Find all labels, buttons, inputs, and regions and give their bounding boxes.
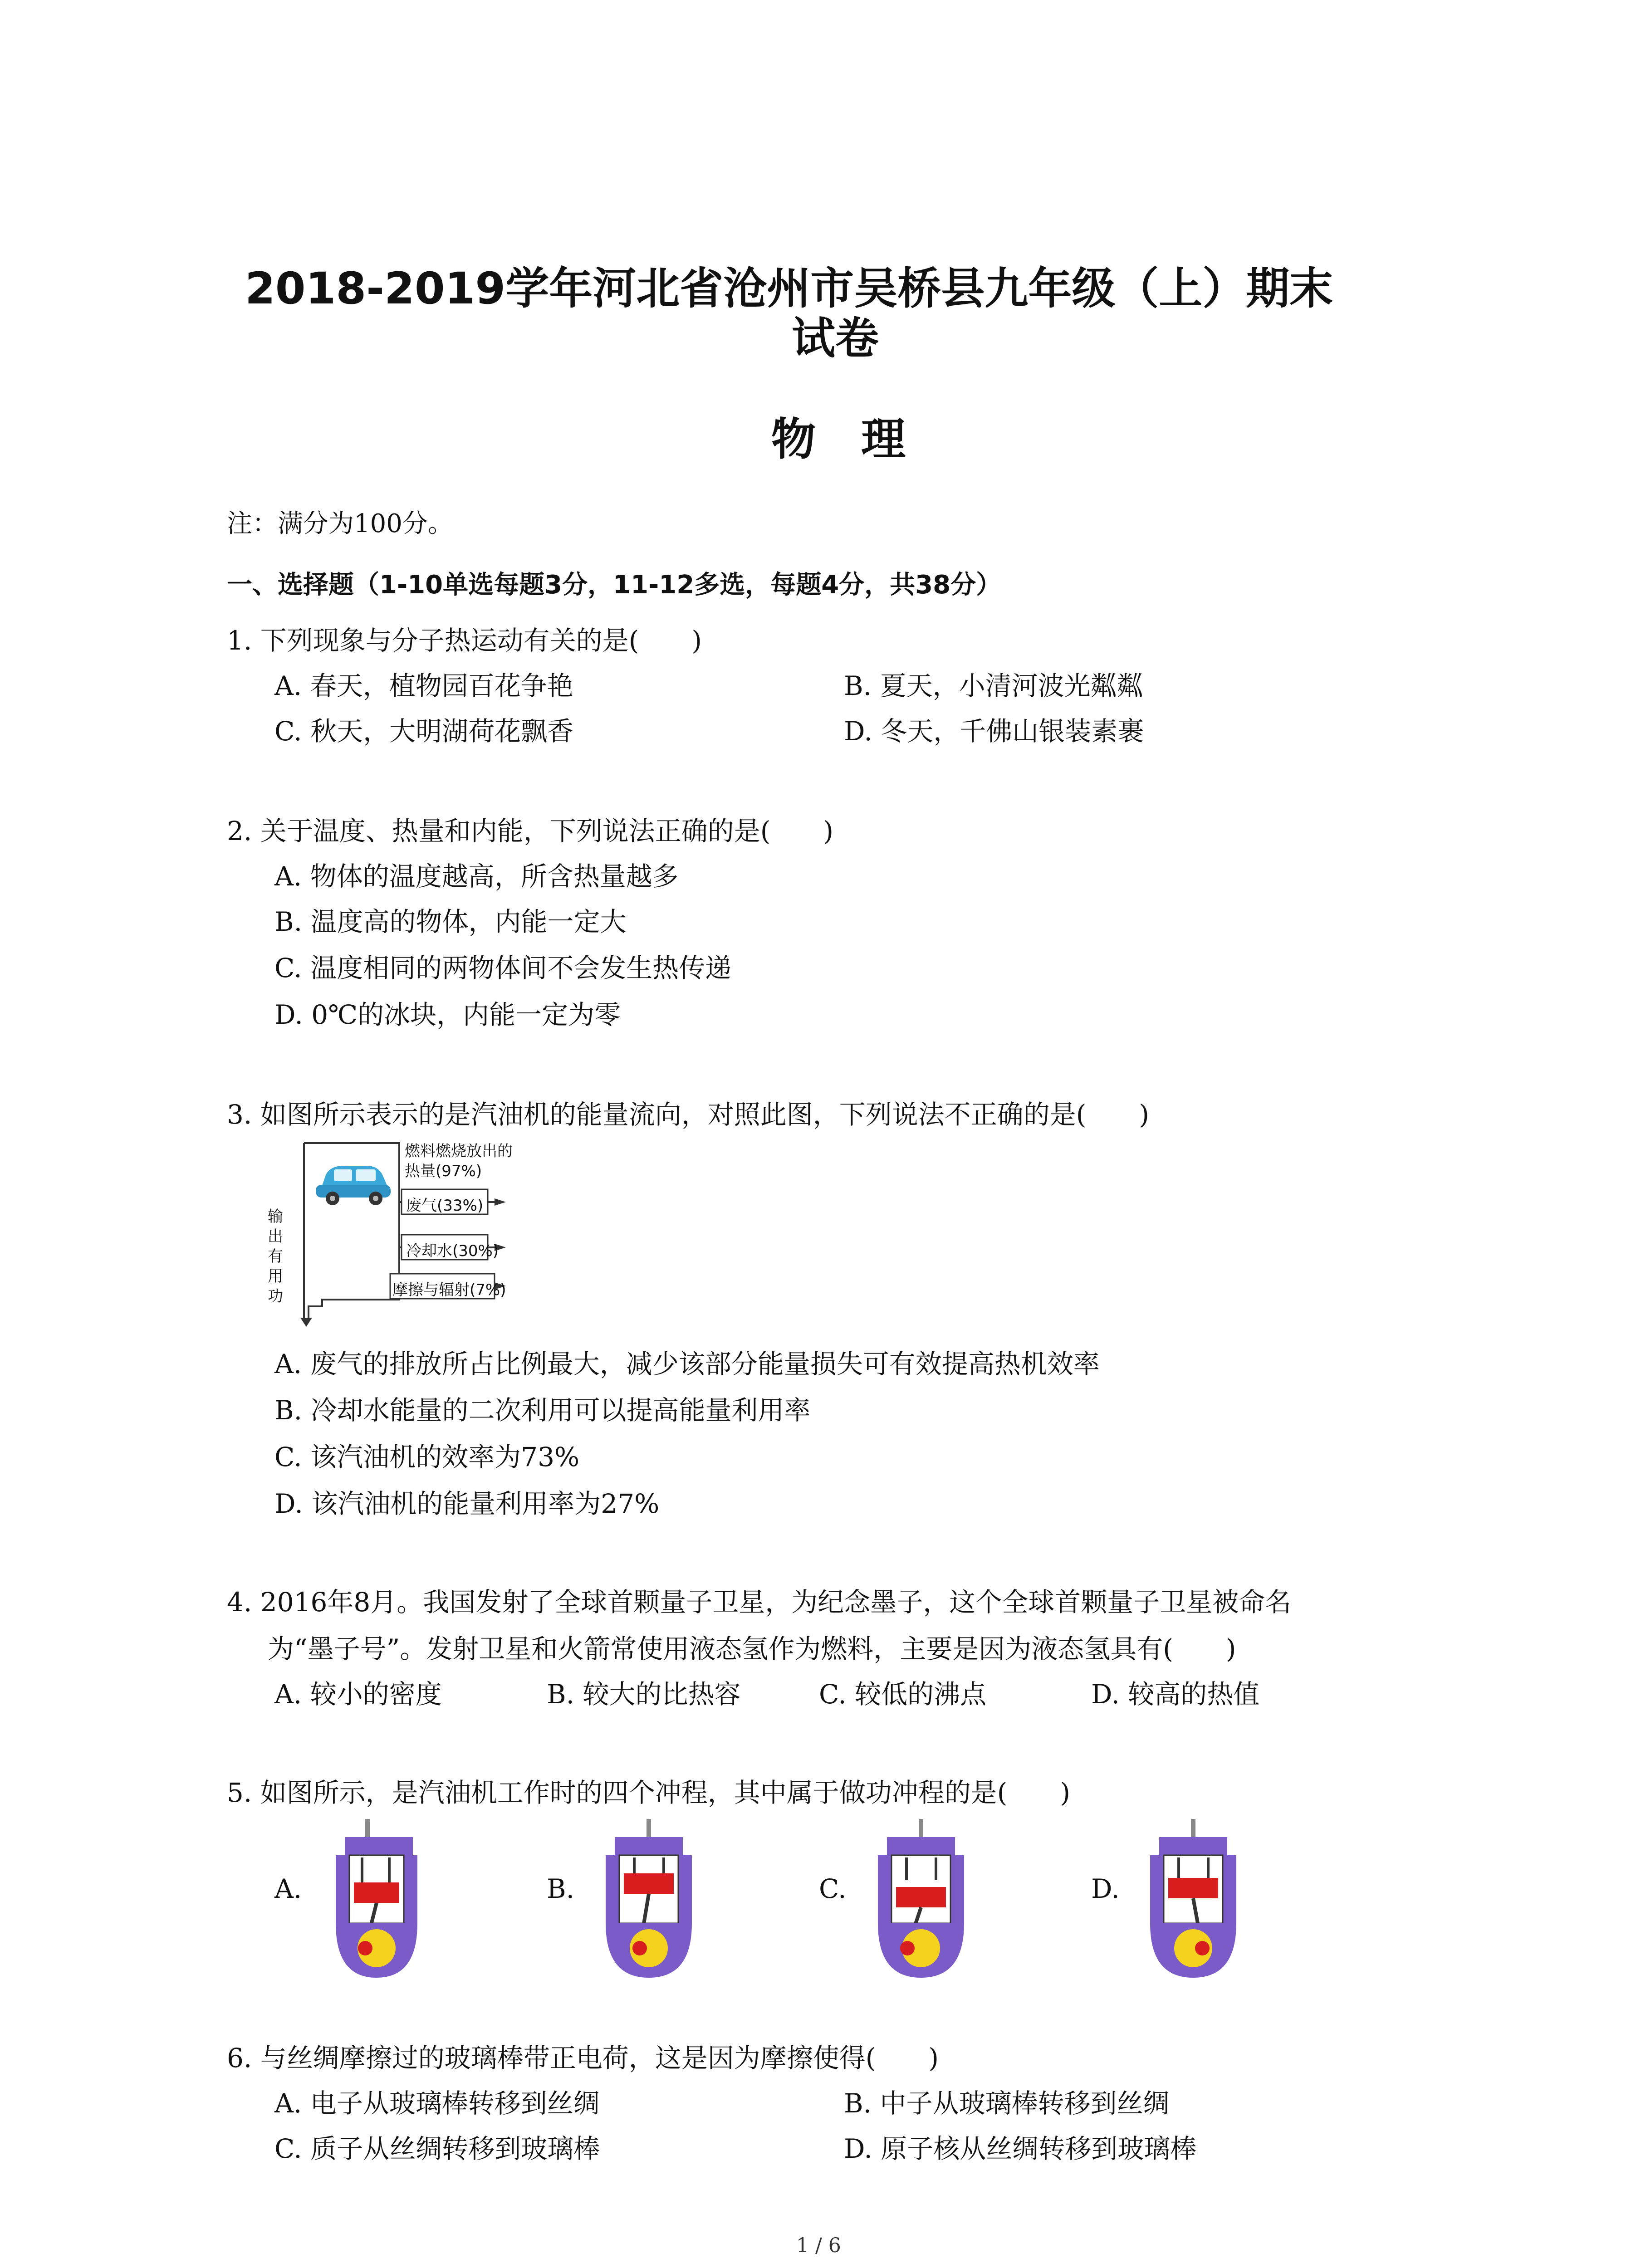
output-char: 有	[268, 1247, 283, 1266]
option-a: A. 物体的温度越高，所含热量越多	[274, 861, 679, 892]
option-b: B.	[547, 1873, 575, 1904]
option-b: B. 冷却水能量的二次利用可以提高能量利用率	[274, 1395, 811, 1426]
question-stem: 5. 如图所示，是汽油机工作时的四个冲程，其中属于做功冲程的是( )	[227, 1777, 1071, 1808]
friction-radiation-label: 摩擦与辐射(7%)	[392, 1281, 506, 1299]
output-work-label	[268, 1207, 286, 1306]
option-c: C. 温度相同的两物体间不会发生热传递	[274, 953, 732, 983]
page-title-line1: 2018-2019学年河北省沧州市吴桥县九年级（上）期末	[245, 263, 1333, 314]
option-a: A. 电子从玻璃棒转移到丝绸	[274, 2088, 600, 2119]
option-b: B. 较大的比热容	[547, 1679, 741, 1710]
option-a: A. 春天，植物园百花争艳	[274, 670, 573, 701]
section-heading: 一、选择题（1-10单选每题3分，11-12多选，每题4分，共38分）	[227, 570, 1002, 600]
option-a: A. 较小的密度	[274, 1679, 442, 1710]
engine-cylinder-icon	[1134, 1819, 1252, 1982]
option-c: C. 质子从丝绸转移到玻璃棒	[274, 2133, 600, 2164]
page-number: 1 / 6	[796, 2234, 841, 2257]
output-char: 输	[268, 1207, 283, 1226]
output-char: 功	[268, 1287, 283, 1305]
subject-title: 物理	[771, 414, 951, 465]
exhaust-label: 废气(33%)	[406, 1197, 484, 1215]
option-d: D.	[1091, 1873, 1120, 1904]
engine-cylinder-icon	[318, 1819, 436, 1982]
option-a: A. 废气的排放所占比例最大，减少该部分能量损失可有效提高热机效率	[274, 1349, 1100, 1379]
engine-cylinder-icon	[862, 1819, 980, 1982]
option-a: A.	[274, 1873, 302, 1904]
question-stem: 6. 与丝绸摩擦过的玻璃棒带正电荷，这是因为摩擦使得( )	[227, 2043, 939, 2073]
output-char: 出	[268, 1227, 283, 1246]
fuel-heat-percent: 热量(97%)	[405, 1162, 482, 1180]
option-d: D. 原子核从丝绸转移到玻璃棒	[844, 2133, 1197, 2164]
question-stem: 3. 如图所示表示的是汽油机的能量流向，对照此图，下列说法不正确的是( )	[227, 1099, 1150, 1130]
engine-cylinder-icon	[590, 1819, 708, 1982]
option-b: B. 温度高的物体，内能一定大	[274, 906, 627, 937]
option-c: C.	[819, 1873, 847, 1904]
option-d: D. 较高的热值	[1091, 1679, 1260, 1710]
option-c: C. 该汽油机的效率为73%	[274, 1442, 580, 1472]
option-d: D. 0℃的冰块，内能一定为零	[274, 999, 621, 1030]
option-c: C. 较低的沸点	[819, 1679, 987, 1710]
energy-flow-diagram	[259, 1139, 554, 1329]
page-title-line2: 试卷	[792, 313, 879, 364]
fuel-heat-label: 燃料燃烧放出的	[405, 1142, 513, 1160]
option-b: B. 中子从玻璃棒转移到丝绸	[844, 2088, 1170, 2119]
option-c: C. 秋天，大明湖荷花飘香	[274, 716, 574, 747]
question-stem-line2: 为“墨子号”。发射卫星和火箭常使用液态氢作为燃料，主要是因为液态氢具有( )	[268, 1633, 1236, 1664]
option-b: B. 夏天，小清河波光粼粼	[844, 670, 1143, 701]
question-stem-line1: 4. 2016年8月。我国发射了全球首颗量子卫星，为纪念墨子，这个全球首颗量子卫星被命名	[227, 1587, 1292, 1618]
score-note: 注：满分为100分。	[227, 509, 453, 538]
output-char: 用	[268, 1267, 283, 1286]
cooling-water-label: 冷却水(30%)	[406, 1242, 499, 1260]
question-stem: 1. 下列现象与分子热运动有关的是( )	[227, 625, 702, 656]
car-icon	[312, 1157, 394, 1207]
option-d: D. 该汽油机的能量利用率为27%	[274, 1488, 660, 1519]
option-d: D. 冬天，千佛山银装素裹	[844, 716, 1144, 747]
question-stem: 2. 关于温度、热量和内能，下列说法正确的是( )	[227, 816, 834, 846]
